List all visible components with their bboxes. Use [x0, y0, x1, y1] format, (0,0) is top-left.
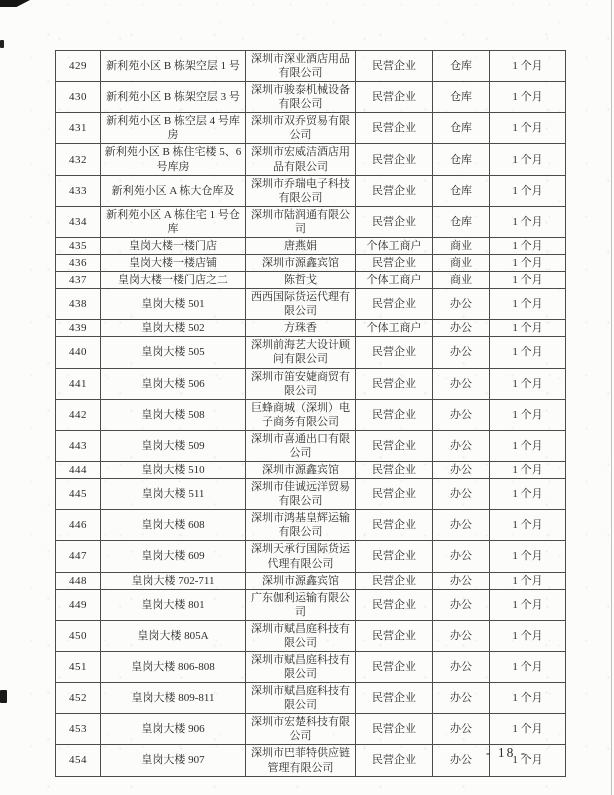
cell-company: 深圳市鸿基皇辉运输有限公司 [246, 510, 356, 541]
cell-type: 民营企业 [356, 368, 433, 399]
cell-usage: 办公 [433, 745, 490, 776]
table-row [56, 82, 566, 113]
table-row [56, 255, 566, 272]
cell-type: 民营企业 [356, 255, 433, 272]
cell-type: 民营企业 [356, 510, 433, 541]
cell-term: 1 个月 [490, 651, 566, 682]
cell-no: 444 [56, 462, 101, 479]
cell-usage: 办公 [433, 651, 490, 682]
cell-type: 民营企业 [356, 651, 433, 682]
cell-address: 皇岗大楼 907 [101, 745, 246, 776]
cell-no: 451 [56, 651, 101, 682]
cell-type: 个体工商户 [356, 320, 433, 337]
table-row [56, 510, 566, 541]
cell-no: 440 [56, 337, 101, 368]
cell-no: 454 [56, 745, 101, 776]
lease-table [55, 50, 566, 777]
cell-usage: 办公 [433, 368, 490, 399]
table-row [56, 714, 566, 745]
table-row [56, 289, 566, 320]
cell-type: 民营企业 [356, 113, 433, 144]
cell-term: 1 个月 [490, 289, 566, 320]
cell-no: 438 [56, 289, 101, 320]
cell-no: 439 [56, 320, 101, 337]
cell-company: 深圳市宏楚科技有限公司 [246, 714, 356, 745]
cell-company: 方珠香 [246, 320, 356, 337]
cell-no: 445 [56, 479, 101, 510]
cell-address: 皇岗大楼 501 [101, 289, 246, 320]
table-row [56, 651, 566, 682]
cell-no: 429 [56, 51, 101, 82]
cell-no: 433 [56, 175, 101, 206]
cell-company: 深圳市喜通出口有限公司 [246, 430, 356, 461]
cell-term: 1 个月 [490, 113, 566, 144]
cell-usage: 商业 [433, 255, 490, 272]
cell-usage: 办公 [433, 462, 490, 479]
cell-term: 1 个月 [490, 272, 566, 289]
cell-company: 深圳市乔瑞电子科技有限公司 [246, 175, 356, 206]
cell-address: 皇岗大楼一楼门店之二 [101, 272, 246, 289]
cell-term: 1 个月 [490, 541, 566, 572]
cell-no: 434 [56, 206, 101, 237]
cell-company: 深圳市陆润通有限公司 [246, 206, 356, 237]
cell-no: 436 [56, 255, 101, 272]
cell-address: 皇岗大楼一楼门店 [101, 237, 246, 254]
cell-type: 民营企业 [356, 683, 433, 714]
cell-type: 民营企业 [356, 572, 433, 589]
cell-address: 皇岗大楼 809-811 [101, 683, 246, 714]
cell-address: 皇岗大楼 806-808 [101, 651, 246, 682]
cell-no: 446 [56, 510, 101, 541]
cell-no: 442 [56, 399, 101, 430]
cell-company: 深圳市巴菲特供应链管理有限公司 [246, 745, 356, 776]
cell-address: 新利苑小区 B 栋空层 4 号库房 [101, 113, 246, 144]
cell-term: 1 个月 [490, 175, 566, 206]
cell-no: 449 [56, 589, 101, 620]
cell-address: 皇岗大楼 609 [101, 541, 246, 572]
cell-term: 1 个月 [490, 320, 566, 337]
table-row [56, 479, 566, 510]
cell-type: 民营企业 [356, 714, 433, 745]
cell-type: 民营企业 [356, 144, 433, 175]
cell-usage: 办公 [433, 541, 490, 572]
cell-company: 深圳市宏威洁酒店用品有限公司 [246, 144, 356, 175]
cell-term: 1 个月 [490, 510, 566, 541]
cell-usage: 仓库 [433, 82, 490, 113]
table-row [56, 572, 566, 589]
cell-address: 皇岗大楼 505 [101, 337, 246, 368]
cell-no: 448 [56, 572, 101, 589]
cell-term: 1 个月 [490, 82, 566, 113]
cell-address: 新利苑小区 B 栋架空层 1 号 [101, 51, 246, 82]
cell-company: 深圳市深业酒店用品有限公司 [246, 51, 356, 82]
cell-term: 1 个月 [490, 337, 566, 368]
scan-artifact-top-left [0, 0, 30, 7]
cell-address: 新利苑小区 A 栋大仓库及 [101, 175, 246, 206]
cell-term: 1 个月 [490, 589, 566, 620]
table-row [56, 683, 566, 714]
cell-company: 深圳市骏泰机械设备有限公司 [246, 82, 356, 113]
cell-company: 深圳市赋昌庭科技有限公司 [246, 651, 356, 682]
cell-company: 深圳市源鑫宾馆 [246, 572, 356, 589]
table-row [56, 175, 566, 206]
cell-company: 深圳市源鑫宾馆 [246, 462, 356, 479]
cell-type: 民营企业 [356, 51, 433, 82]
cell-address: 皇岗大楼 702-711 [101, 572, 246, 589]
cell-no: 441 [56, 368, 101, 399]
cell-company: 广东伽利运输有限公司 [246, 589, 356, 620]
table-row [56, 320, 566, 337]
scan-artifact-bottom-left [0, 690, 7, 703]
cell-type: 民营企业 [356, 589, 433, 620]
table-row [56, 51, 566, 82]
cell-usage: 办公 [433, 572, 490, 589]
cell-type: 民营企业 [356, 82, 433, 113]
cell-address: 皇岗大楼 511 [101, 479, 246, 510]
cell-usage: 商业 [433, 272, 490, 289]
cell-type: 民营企业 [356, 337, 433, 368]
cell-usage: 办公 [433, 430, 490, 461]
cell-type: 民营企业 [356, 289, 433, 320]
cell-term: 1 个月 [490, 714, 566, 745]
cell-no: 431 [56, 113, 101, 144]
cell-no: 430 [56, 82, 101, 113]
cell-no: 435 [56, 237, 101, 254]
cell-company: 西西国际货运代理有限公司 [246, 289, 356, 320]
cell-address: 皇岗大楼 502 [101, 320, 246, 337]
table-row [56, 272, 566, 289]
cell-type: 民营企业 [356, 745, 433, 776]
cell-address: 皇岗大楼一楼店铺 [101, 255, 246, 272]
cell-term: 1 个月 [490, 51, 566, 82]
table-row [56, 620, 566, 651]
cell-usage: 办公 [433, 683, 490, 714]
cell-address: 皇岗大楼 608 [101, 510, 246, 541]
cell-no: 443 [56, 430, 101, 461]
cell-type: 民营企业 [356, 620, 433, 651]
cell-address: 皇岗大楼 508 [101, 399, 246, 430]
cell-term: 1 个月 [490, 144, 566, 175]
cell-usage: 仓库 [433, 113, 490, 144]
cell-company: 唐燕娟 [246, 237, 356, 254]
table-row [56, 430, 566, 461]
cell-usage: 办公 [433, 399, 490, 430]
cell-term: 1 个月 [490, 462, 566, 479]
table-row [56, 237, 566, 254]
cell-type: 民营企业 [356, 206, 433, 237]
cell-address: 皇岗大楼 801 [101, 589, 246, 620]
lease-table-body [56, 51, 566, 777]
cell-usage: 办公 [433, 510, 490, 541]
cell-usage: 办公 [433, 714, 490, 745]
cell-usage: 仓库 [433, 175, 490, 206]
cell-type: 民营企业 [356, 462, 433, 479]
cell-usage: 办公 [433, 289, 490, 320]
cell-term: 1 个月 [490, 620, 566, 651]
cell-term: 1 个月 [490, 206, 566, 237]
cell-usage: 办公 [433, 589, 490, 620]
cell-type: 个体工商户 [356, 272, 433, 289]
cell-address: 皇岗大楼 805A [101, 620, 246, 651]
cell-usage: 办公 [433, 320, 490, 337]
cell-usage: 商业 [433, 237, 490, 254]
cell-company: 深圳市佳诚远洋贸易有限公司 [246, 479, 356, 510]
cell-usage: 仓库 [433, 51, 490, 82]
table-row [56, 399, 566, 430]
page-number: - 18 - [486, 745, 528, 760]
cell-no: 447 [56, 541, 101, 572]
cell-address: 新利苑小区 B 栋架空层 3 号 [101, 82, 246, 113]
cell-no: 452 [56, 683, 101, 714]
cell-company: 深圳天承行国际货运代理有限公司 [246, 541, 356, 572]
cell-no: 432 [56, 144, 101, 175]
cell-no: 437 [56, 272, 101, 289]
cell-usage: 仓库 [433, 144, 490, 175]
cell-term: 1 个月 [490, 430, 566, 461]
cell-address: 皇岗大楼 506 [101, 368, 246, 399]
table-row [56, 368, 566, 399]
table-row [56, 462, 566, 479]
cell-company: 深圳市源鑫宾馆 [246, 255, 356, 272]
cell-type: 民营企业 [356, 175, 433, 206]
cell-usage: 办公 [433, 337, 490, 368]
cell-address: 皇岗大楼 906 [101, 714, 246, 745]
lease-table-container [55, 50, 565, 777]
cell-type: 民营企业 [356, 479, 433, 510]
cell-company: 深圳市笛安婕商贸有限公司 [246, 368, 356, 399]
cell-company: 陈哲戈 [246, 272, 356, 289]
cell-term: 1 个月 [490, 237, 566, 254]
cell-type: 民营企业 [356, 399, 433, 430]
cell-usage: 办公 [433, 479, 490, 510]
cell-address: 新利苑小区 A 栋住宅 1 号仓库 [101, 206, 246, 237]
cell-term: 1 个月 [490, 255, 566, 272]
cell-company: 深圳市赋昌庭科技有限公司 [246, 683, 356, 714]
table-row [56, 337, 566, 368]
cell-address: 皇岗大楼 510 [101, 462, 246, 479]
cell-company: 巨蜂商城（深圳）电子商务有限公司 [246, 399, 356, 430]
cell-company: 深圳市赋昌庭科技有限公司 [246, 620, 356, 651]
cell-term: 1 个月 [490, 572, 566, 589]
table-row [56, 541, 566, 572]
scan-artifact-right-edge [611, 0, 612, 795]
cell-term: 1 个月 [490, 399, 566, 430]
cell-usage: 办公 [433, 620, 490, 651]
table-row [56, 206, 566, 237]
cell-usage: 仓库 [433, 206, 490, 237]
cell-term: 1 个月 [490, 479, 566, 510]
cell-company: 深圳市双乔贸易有限公司 [246, 113, 356, 144]
cell-address: 新利苑小区 B 栋住宅楼 5、6 号库房 [101, 144, 246, 175]
cell-type: 民营企业 [356, 430, 433, 461]
table-row [56, 113, 566, 144]
cell-term: 1 个月 [490, 368, 566, 399]
cell-address: 皇岗大楼 509 [101, 430, 246, 461]
table-row [56, 589, 566, 620]
cell-no: 450 [56, 620, 101, 651]
cell-term: 1 个月 [490, 745, 566, 776]
cell-type: 个体工商户 [356, 237, 433, 254]
cell-no: 453 [56, 714, 101, 745]
cell-type: 民营企业 [356, 541, 433, 572]
table-row [56, 144, 566, 175]
cell-term: 1 个月 [490, 683, 566, 714]
cell-company: 深圳前海艺大设计顾问有限公司 [246, 337, 356, 368]
scan-artifact-left-edge [0, 40, 4, 48]
